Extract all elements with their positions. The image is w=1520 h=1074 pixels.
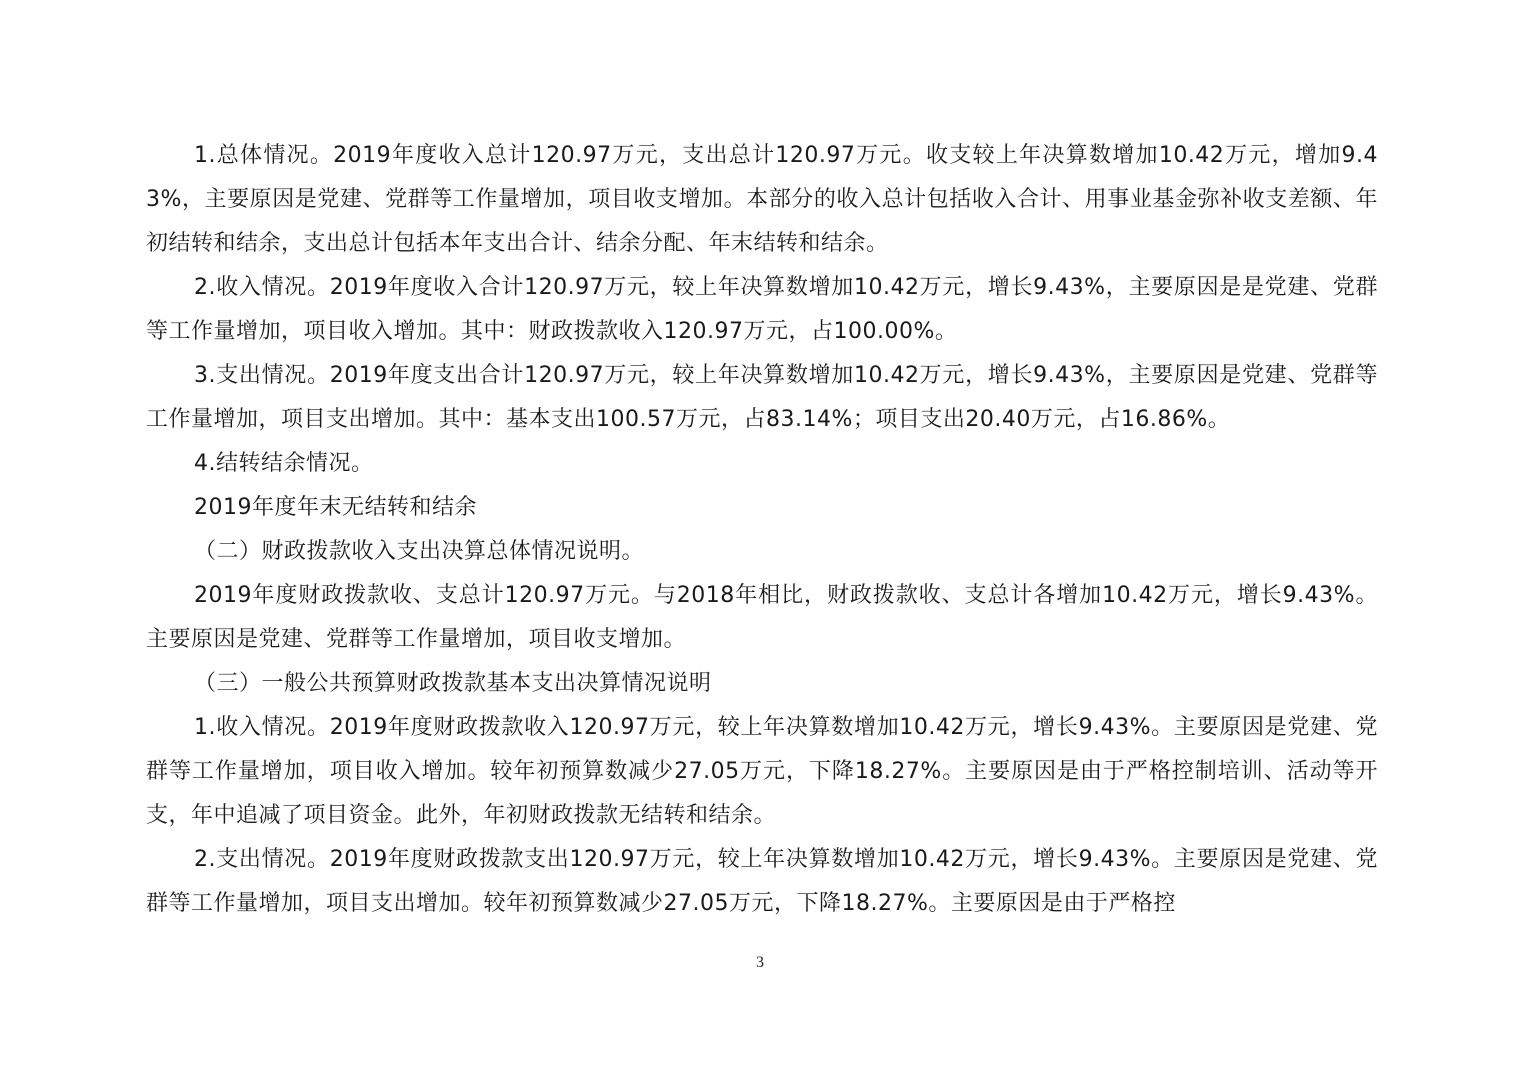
section-heading-3: （三）一般公共预算财政拨款基本支出决算情况说明 [194, 671, 712, 696]
section-heading-2: （二）财政拨款收入支出决算总体情况说明。 [194, 539, 645, 564]
page-number: 3 [756, 954, 764, 971]
paragraph-expenditure-situation: 3.支出情况。2019年度支出合计120.97万元，较上年决算数增加10.42万元，增长9.43%，主要原因是党建、党群等工作量增加，项目支出增加。其中：基本支出100.57万元，占83.14%；项目支出20.40万元，占16.86%。 [146, 363, 1378, 432]
document-body [146, 134, 1378, 926]
paragraph-carryover-detail: 2019年度年末无结转和结余 [194, 495, 477, 520]
paragraph-income-situation: 2.收入情况。2019年度收入合计120.97万元，较上年决算数增加10.42万元，增长9.43%，主要原因是是党建、党群等工作量增加，项目收入增加。其中：财政拨款收入120.97万元，占100.00%。 [146, 275, 1378, 344]
paragraph-fiscal-income: 1.收入情况。2019年度财政拨款收入120.97万元，较上年决算数增加10.42万元，增长9.43%。主要原因是党建、党群等工作量增加，项目收入增加。较年初预算数减少27.05万元，下降18.27%。主要原因是由于严格控制培训、活动等开支，年中追减了项目资金。此外，年初财政拨款无结转和结余。 [146, 715, 1378, 828]
paragraph-fiscal-expenditure: 2.支出情况。2019年度财政拨款支出120.97万元，较上年决算数增加10.42万元，增长9.43%。主要原因是党建、党群等工作量增加，项目支出增加。较年初预算数减少27.05万元，下降18.27%。主要原因是由于严格控 [146, 847, 1378, 916]
paragraph-carryover-heading: 4.结转结余情况。 [194, 451, 374, 476]
paragraph-overall-situation: 1.总体情况。2019年度收入总计120.97万元，支出总计120.97万元。收支较上年决算数增加10.42万元，增加9.43%，主要原因是党建、党群等工作量增加，项目收支增加。本部分的收入总计包括收入合计、用事业基金弥补收支差额、年初结转和结余，支出总计包括本年支出合计、结余分配、年末结转和结余。 [146, 143, 1378, 256]
paragraph-fiscal-total: 2019年度财政拨款收、支总计120.97万元。与2018年相比，财政拨款收、支总计各增加10.42万元，增长9.43%。主要原因是党建、党群等工作量增加，项目收支增加。 [146, 583, 1378, 652]
